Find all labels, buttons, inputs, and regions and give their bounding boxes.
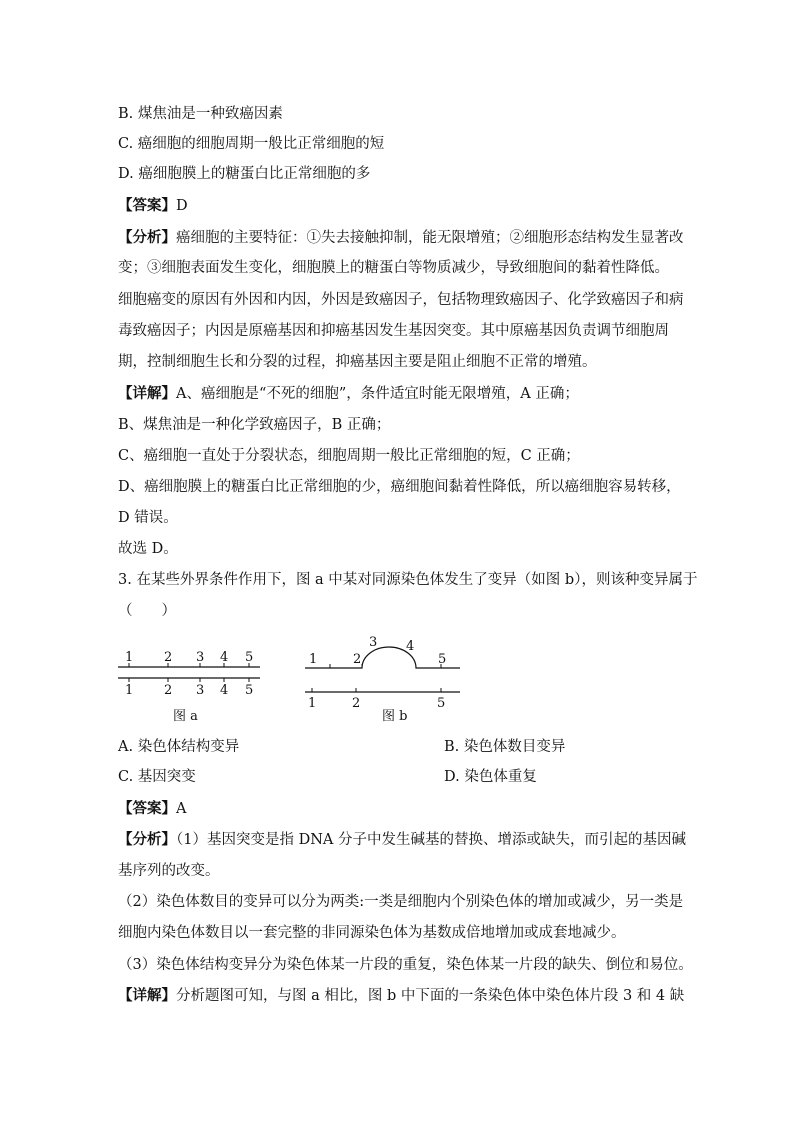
label-a-top-1: 1 <box>125 650 134 665</box>
q3-analysis-line1 <box>118 830 686 850</box>
label-b-top-3: 3 <box>369 635 378 650</box>
chromosome-b-top <box>305 647 460 668</box>
label-b-top-5: 5 <box>438 652 447 667</box>
q2-analysis-line1 <box>118 228 684 248</box>
chromosome-figure <box>0 628 794 728</box>
q2-detail-line1 <box>118 384 678 404</box>
analysis-text: （1）基因突变是指 DNA 分子中发生碱基的替换、增添或缺失，而引起的基因碱 <box>176 832 686 848</box>
q2-option-b: B. 煤焦油是一种致癌因素 <box>118 106 283 122</box>
detail-text: 分析题图可知，与图 a 相比，图 b 中下面的一条染色体中染色体片段 3 和 4 缺 <box>176 988 685 1004</box>
label-b-bottom-2: 2 <box>352 696 361 711</box>
label-a-top-4: 4 <box>220 650 229 665</box>
label-a-top-2: 2 <box>164 650 173 665</box>
q2-analysis-line5: 期，控制细胞生长和分裂的过程，抑癌基因主要是阻止细胞不正常的增殖。 <box>118 354 597 370</box>
answer-text: D <box>176 198 188 214</box>
label-b-top-2: 2 <box>353 652 362 667</box>
label-a-bottom-3: 3 <box>196 683 205 698</box>
label-b-top-4: 4 <box>406 639 415 654</box>
q2-option-c: C. 癌细胞的细胞周期一般比正常细胞的短 <box>118 136 385 152</box>
caption-a: 图 a <box>173 709 198 724</box>
q3-stem-line1: 3. 在某些外界条件作用下，图 a 中某对同源染色体发生了变异（如图 b），则该种变异属于 <box>118 572 698 588</box>
figure-b <box>305 635 460 724</box>
q3-stem-line2: （ ） <box>118 603 176 619</box>
caption-b: 图 b <box>382 709 408 724</box>
q2-analysis-line2: 变；③细胞表面发生变化，细胞膜上的糖蛋白等物质减少，导致细胞间的黏着性降低。 <box>118 260 669 276</box>
label-a-bottom-4: 4 <box>220 683 229 698</box>
q3-option-d: D. 染色体重复 <box>444 769 537 785</box>
label-b-bottom-5: 5 <box>437 696 446 711</box>
label-a-bottom-5: 5 <box>245 683 254 698</box>
figure-a <box>118 650 260 724</box>
label-a-top-3: 3 <box>196 650 205 665</box>
analysis-text: 癌细胞的主要特征：①失去接触抑制，能无限增殖；②细胞形态结构发生显著改 <box>176 230 684 246</box>
analysis-tag: 【分析】 <box>118 229 176 246</box>
q3-option-c: C. 基因突变 <box>118 769 196 785</box>
q2-option-d: D. 癌细胞膜上的糖蛋白比正常细胞的多 <box>118 166 371 182</box>
q2-detail-line5: D 错误。 <box>118 510 178 526</box>
q3-analysis-line4: 细胞内染色体数目以一套完整的非同源染色体为基数成倍地增加或成套地减少。 <box>118 925 626 941</box>
q3-answer <box>118 799 678 819</box>
answer-text: A <box>176 801 187 817</box>
analysis-tag: 【分析】 <box>118 831 176 848</box>
label-b-bottom-1: 1 <box>308 696 317 711</box>
q3-detail-line1 <box>118 986 685 1006</box>
detail-tag: 【详解】 <box>118 987 176 1004</box>
q2-detail-line4: D、癌细胞膜上的糖蛋白比正常细胞的少，癌细胞间黏着性降低，所以癌细胞容易转移， <box>118 479 681 495</box>
detail-tag: 【详解】 <box>118 385 176 402</box>
q2-analysis-line3: 细胞癌变的原因有外因和内因，外因是致癌因子，包括物理致癌因子、化学致癌因子和病 <box>118 292 684 308</box>
q2-analysis-line4: 毒致癌因子；内因是原癌基因和抑癌基因发生基因突变。其中原癌基因负责调节细胞周 <box>118 323 669 339</box>
q2-detail-line3: C、癌细胞一直处于分裂状态，细胞周期一般比正常细胞的短，C 正确； <box>118 448 580 464</box>
q2-answer <box>118 196 678 216</box>
label-a-bottom-2: 2 <box>164 683 173 698</box>
detail-text: A、癌细胞是“不死的细胞”，条件适宜时能无限增殖，A 正确； <box>176 386 579 402</box>
q3-option-a: A. 染色体结构变异 <box>118 739 240 755</box>
label-a-bottom-1: 1 <box>125 683 134 698</box>
q2-detail-line2: B、煤焦油是一种化学致癌因子，B 正确； <box>118 417 391 433</box>
answer-tag: 【答案】 <box>118 800 176 817</box>
q3-analysis-line3: （2）染色体数目的变异可以分为两类:一类是细胞内个别染色体的增加或减少，另一类是 <box>118 894 684 910</box>
label-b-top-1: 1 <box>309 652 318 667</box>
label-a-top-5: 5 <box>245 650 254 665</box>
answer-tag: 【答案】 <box>118 197 176 214</box>
q3-option-b: B. 染色体数目变异 <box>444 739 566 755</box>
q3-analysis-line2: 基序列的改变。 <box>118 863 220 879</box>
q3-analysis-line5: （3）染色体结构变异分为染色体某一片段的重复，染色体某一片段的缺失、倒位和易位。 <box>118 957 693 973</box>
q2-conclusion: 故选 D。 <box>118 541 178 557</box>
